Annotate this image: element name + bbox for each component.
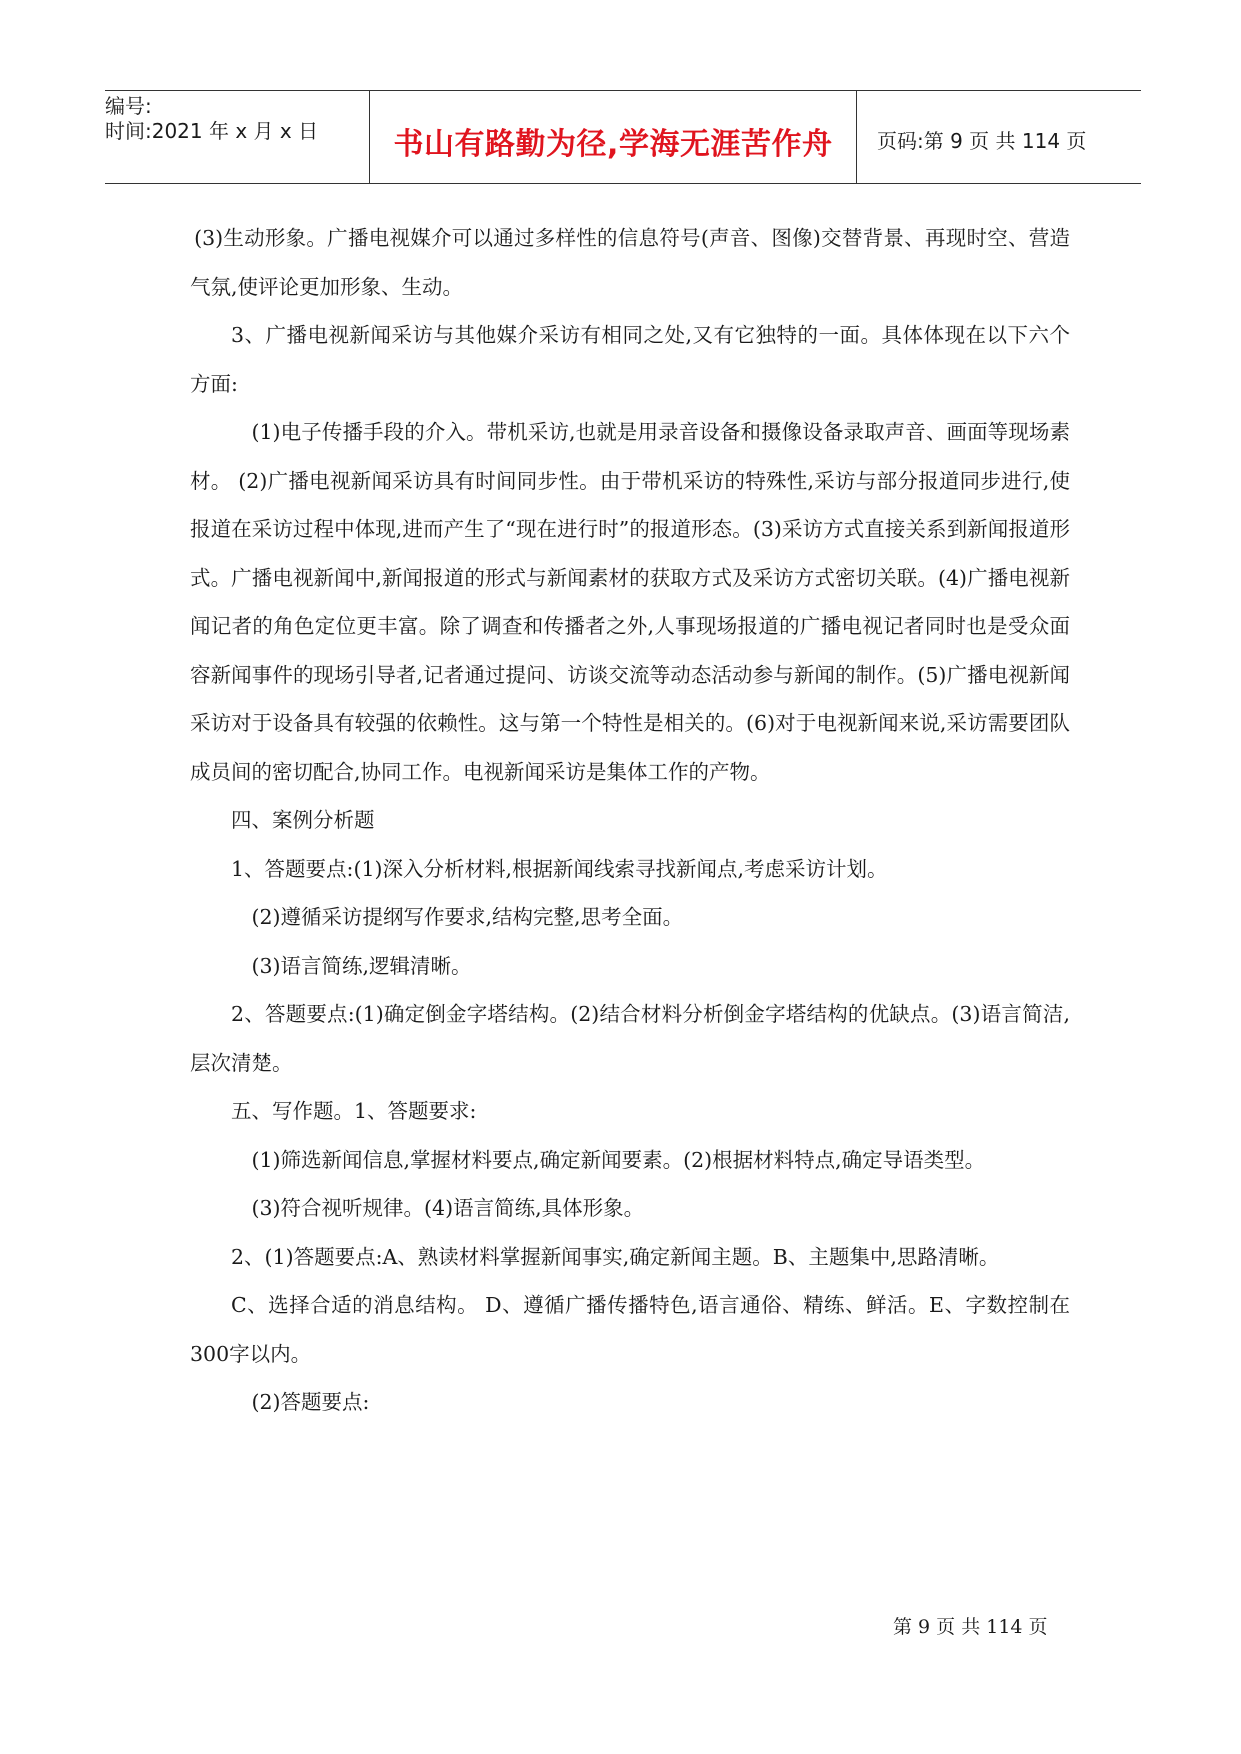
header-page-info: 页码:第 9 页 共 114 页 <box>877 129 1087 153</box>
document-number-label: 编号: <box>105 94 152 118</box>
paragraph: C、选择合适的消息结构。 D、遵循广播传播特色,语言通俗、精练、鲜活。E、字数控制在300字以内。 <box>190 1293 1070 1366</box>
paragraph: (3)符合视听规律。(4)语言简练,具体形象。 <box>251 1196 645 1220</box>
paragraph: (3)语言简练,逻辑清晰。 <box>251 953 472 978</box>
paragraph: (2)遵循采访提纲写作要求,结构完整,思考全面。 <box>251 905 684 929</box>
header-right-cell <box>857 91 1141 183</box>
paragraph: (3)生动形象。广播电视媒介可以通过多样性的信息符号(声音、图像)交替背景、再现时空、营造气氛,使评论更加形象、生动。 <box>190 226 1070 299</box>
paragraph: (1)电子传播手段的介入。带机采访,也就是用录音设备和摄像设备录取声音、画面等现场素材。 (2)广播电视新闻采访具有时间同步性。由于带机采访的特殊性,采访与部分报道同步进行,使报道在采访过程中体现,进而产生了“现在进行时”的报道形态。(3)采访方式直接关系到新闻报道形式。广播电视新闻中,新闻报道的形式与新闻素材的获取方式及采访方式密切关联。(4)广播电视新闻记者的角色定位更丰富。除了调查和传播者之外,人事现场报道的广播电视记者同时也是受众面容新闻事件的现场引导者,记者通过提问、访谈交流等动态活动参与新闻的制作。(5)广播电视新闻采访对于设备具有较强的依赖性。这与第一个特性是相关的。(6)对于电视新闻来说,采访需要团队成员间的密切配合,协同工作。电视新闻采访是集体工作的产物。 <box>190 420 1070 784</box>
document-time-label: 时间:2021 年 x 月 x 日 <box>105 119 319 143</box>
paragraph: 2、答题要点:(1)确定倒金字塔结构。(2)结合材料分析倒金字塔结构的优缺点。(3)语言简洁,层次清楚。 <box>190 1002 1070 1075</box>
page-header <box>105 90 1141 184</box>
paragraph: 2、(1)答题要点:A、熟读材料掌握新闻事实,确定新闻主题。B、主题集中,思路清晰。 <box>231 1244 1000 1269</box>
section-heading: 四、案例分析题 <box>231 808 375 832</box>
paragraph: (1)筛选新闻信息,掌握材料要点,确定新闻要素。(2)根据材料特点,确定导语类型。 <box>251 1147 986 1172</box>
paragraph: 1、答题要点:(1)深入分析材料,根据新闻线索寻找新闻点,考虑采访计划。 <box>231 856 888 881</box>
paragraph: 3、广播电视新闻采访与其他媒介采访有相同之处,又有它独特的一面。具体体现在以下六个方面: <box>190 323 1070 396</box>
header-motto: 书山有路勤为径,学海无涯苦作舟 <box>393 127 833 162</box>
document-body <box>190 214 1070 1427</box>
paragraph: (2)答题要点: <box>251 1390 370 1414</box>
page-footer: 第 9 页 共 114 页 <box>893 1616 1048 1638</box>
section-heading: 五、写作题。1、答题要求: <box>231 1099 477 1123</box>
header-middle-cell <box>369 91 857 183</box>
header-left-cell <box>105 91 369 183</box>
